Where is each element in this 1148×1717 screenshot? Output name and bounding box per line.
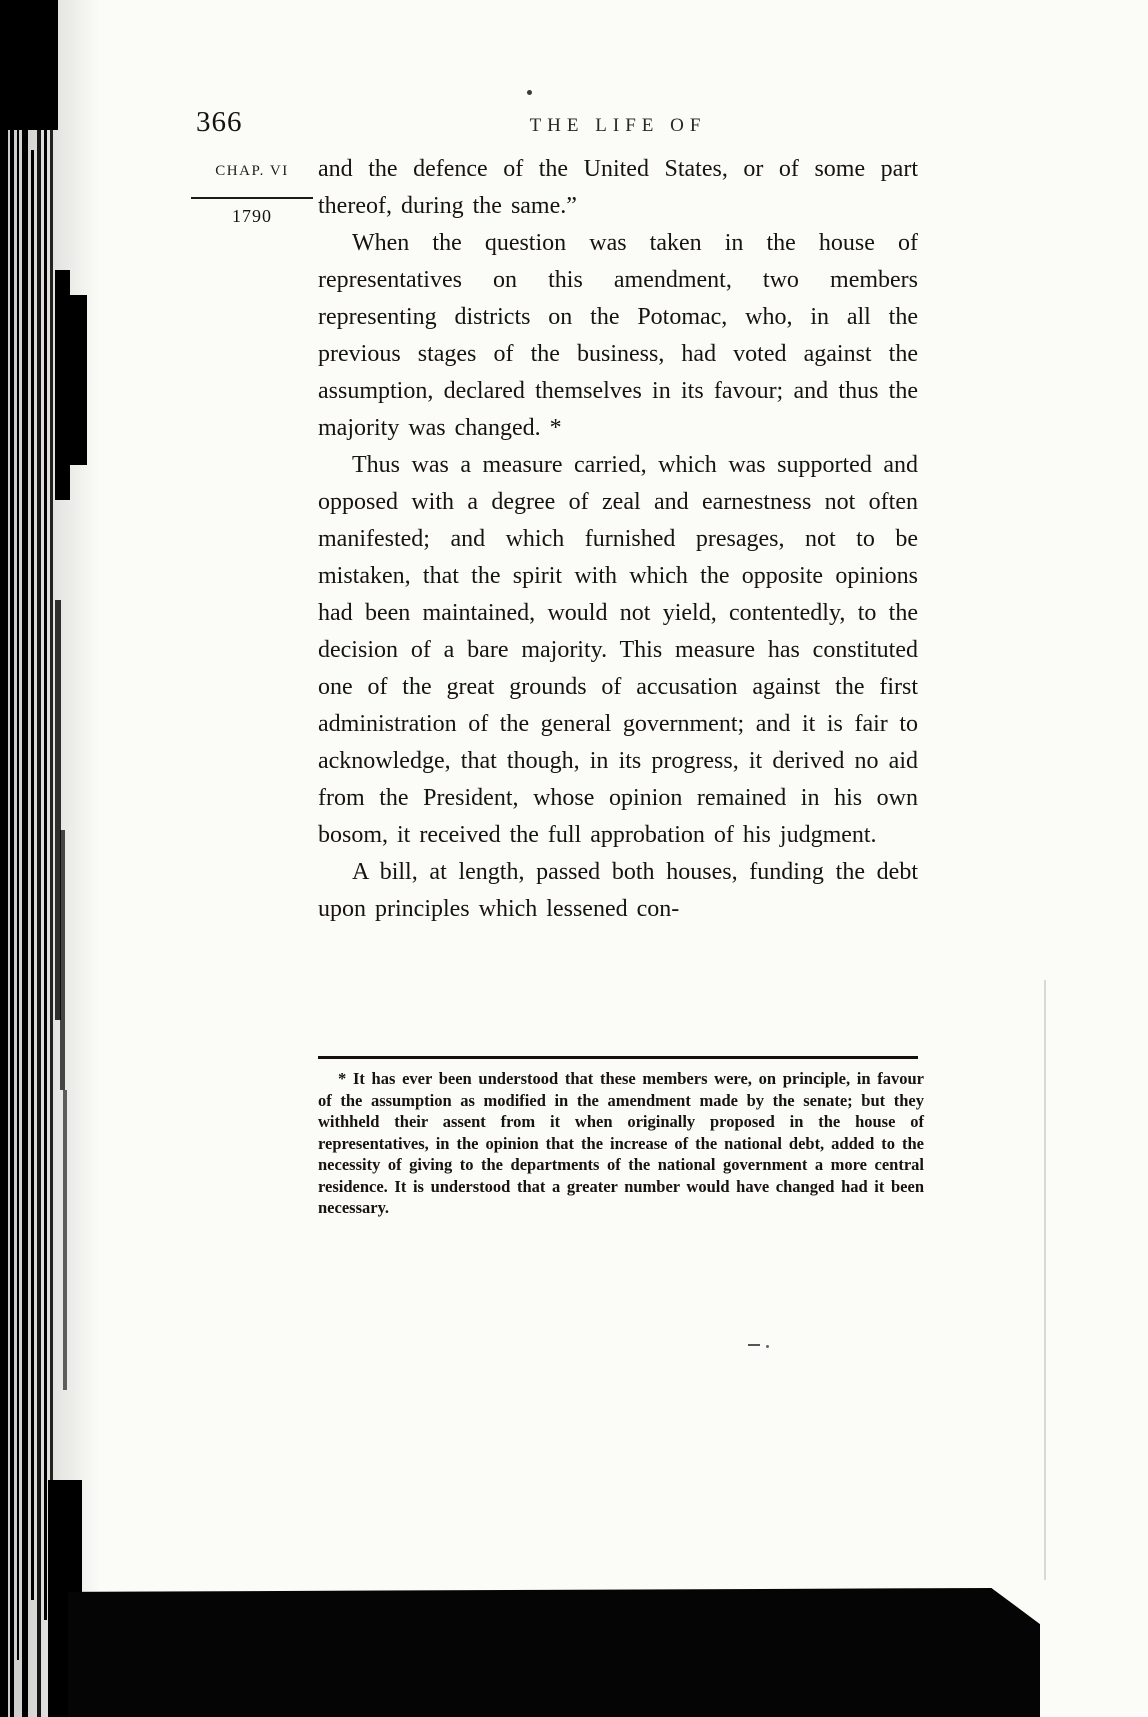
paragraph-continuation: and the defence of the United States, or of some part thereof, during the same.”	[318, 156, 918, 219]
scan-streak	[63, 1090, 67, 1390]
page-number: 366	[196, 106, 243, 138]
footnote-rule	[318, 1056, 918, 1059]
scan-streak	[10, 0, 14, 1717]
scan-streak	[50, 0, 53, 1717]
scan-streak	[31, 150, 34, 1600]
footnote: * It has ever been understood that these members were, on principle, in favour of the assumption as modified in the amendment made by the senate; but they withheld their assent from it when originally proposed in the house of representatives, in the opinion that the increase of the national debt, added to the necessity of giving to the departments of the national government a more central residence. It is understood that a greater number would have changed had it been necessary.	[318, 1069, 924, 1217]
scan-streak	[22, 0, 28, 1717]
chapter-label: CHAP. VI	[215, 163, 289, 179]
body-text	[318, 151, 918, 928]
stray-mark-top	[527, 90, 532, 95]
scan-streak	[60, 830, 65, 1090]
paragraph: When the question was taken in the house of representatives on this amendment, two members representing districts on the Potomac, who, in all the previous stages of the business, had voted against the assumption, declared themselves in its favour; and thus the majority was changed. *	[318, 230, 918, 441]
paragraph: Thus was a measure carried, which was supported and opposed with a degree of zeal and earnestness not often manifested; and which furnished presages, not to be mistaken, that the spirit with which the opposite opinions had been maintained, would not yield, contentedly, to the decision of a bare majority. This measure has constituted one of the great grounds of accusation against the first administration of the general government; and it is fair to acknowledge, that though, in its progress, it derived no aid from the President, whose opinion remained in his own bosom, it received the full approbation of his judgment.	[318, 452, 918, 848]
scan-streak	[17, 60, 19, 1660]
scan-streak	[37, 0, 41, 1717]
year-label: 1790	[232, 206, 272, 226]
scan-blotch	[0, 0, 58, 130]
scan-streak	[44, 120, 47, 1620]
scan-streak	[0, 0, 8, 1717]
scan-artifact-bottom	[68, 1588, 1040, 1717]
scan-blotch	[55, 270, 70, 500]
paragraph: A bill, at length, passed both houses, funding the debt upon principles which lessened con-	[318, 859, 918, 922]
running-header: THE LIFE OF	[529, 115, 707, 136]
scan-blotch	[70, 295, 87, 465]
chapter-rule	[191, 197, 313, 199]
stray-mark-middle	[748, 1344, 760, 1346]
page-edge-line	[1044, 980, 1046, 1580]
